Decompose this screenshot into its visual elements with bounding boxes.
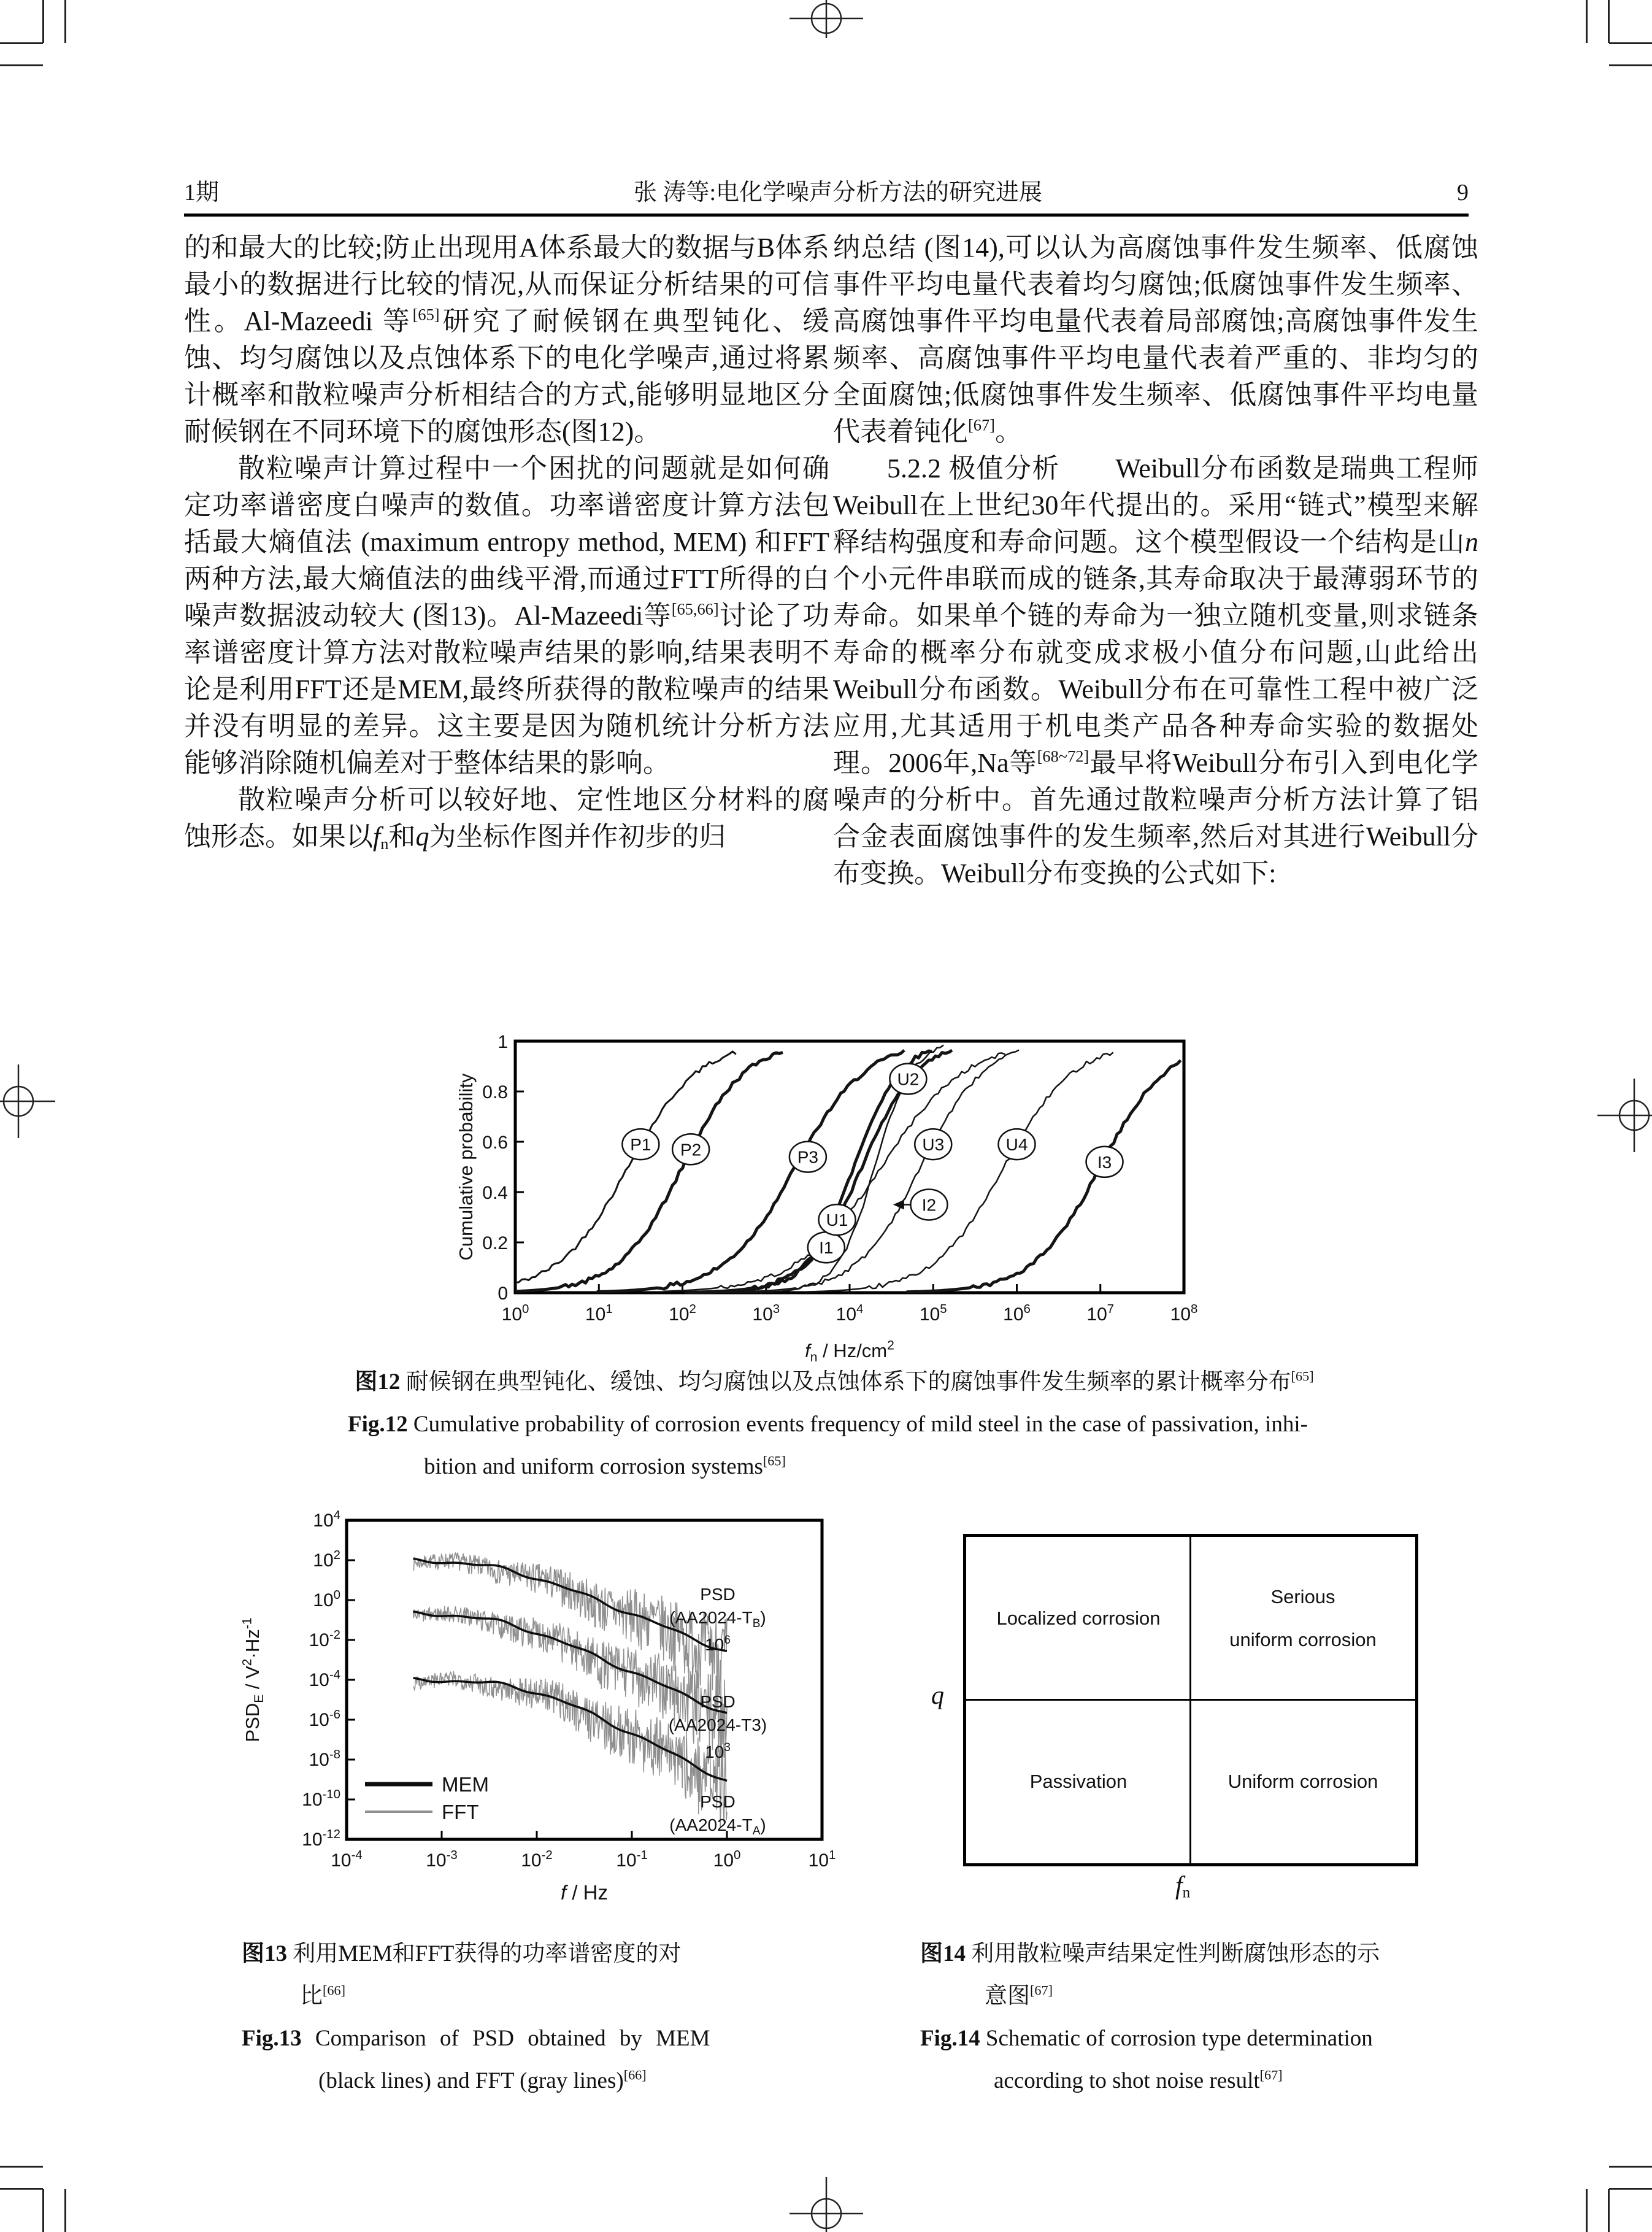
body-paragraph: 纳总结 (图14),可以认为高腐蚀事件发生频率、低腐蚀事件平均电量代表着均匀腐蚀;低腐蚀事件发生频率、高腐蚀事件平均电量代表着局部腐蚀;高腐蚀事件发生频率、高腐蚀事件平均电量代表着严重的、非均匀的全面腐蚀;低腐蚀事件发生频率、低腐蚀事件平均电量代表着钝化[67]。 — [833, 233, 1478, 447]
fig12-curve-U3 — [731, 1050, 1019, 1291]
svg-text:10-1: $10^{-1}$ — [616, 1849, 648, 1871]
svg-text:104: $10^4$ — [836, 1303, 864, 1325]
svg-text:P3: P3 — [797, 1147, 818, 1167]
header-rule — [184, 214, 1469, 217]
fig12-plot — [455, 1032, 1197, 1364]
svg-text:(AA2024-T3): (AA2024-T3) — [668, 1715, 767, 1734]
svg-text:10-12: $10^{-12}$ — [302, 1828, 340, 1850]
svg-text:U4: U4 — [1005, 1135, 1028, 1155]
fig14-caption-zh-line1: 图14 利用散粒噪声结果定性判断腐蚀形态的示 — [920, 1941, 1380, 1966]
fig13-y-axis-label: $PSD_E / V^2\cdot Hz^{-1}$ — [240, 1617, 266, 1742]
fig13-caption — [242, 1933, 886, 2102]
fig14-caption — [920, 1933, 1534, 2102]
fig13-psd-chart — [233, 1496, 896, 1901]
fig13-caption-zh-line2: 比[66] — [300, 1982, 345, 2009]
fig13-plot — [240, 1509, 836, 1901]
svg-text:0: 0 — [498, 1283, 508, 1304]
fig14-caption-en-line2: according to shot noise result[67] — [994, 2067, 1283, 2093]
fig14-quadrant-diagram — [963, 1534, 1418, 1866]
svg-text:U3: U3 — [922, 1135, 945, 1155]
svg-text:0.8: 0.8 — [482, 1082, 508, 1103]
right-column — [833, 229, 1478, 892]
fig12-curve-labels — [622, 1064, 1123, 1263]
svg-text:P2: P2 — [680, 1140, 702, 1160]
page-header — [184, 173, 1469, 207]
fig13-x-axis-label: f / Hz — [560, 1881, 609, 1901]
svg-text:(AA2024-TA): $(AA2024-T_A)$ — [669, 1815, 766, 1838]
body-paragraph: 散粒噪声计算过程中一个困扰的问题就是如何确定功率谱密度白噪声的数值。功率谱密度计算方法包括最大熵值法 (maximum entropy method, MEM) 和FFT两种方法,最大熵值法的曲线平滑,而通过FTT所得的白噪声数据波动较大 (图13)。Al-Mazeedi等[65,66]讨论了功率谱密度计算方法对散粒噪声结果的影响,结果表明不论是利用FFT还是MEM,最终所获得的散粒噪声的结果并没有明显的差异。这主要是因为随机统计分析方法能够消除随机偏差对于整体结果的影响。 — [184, 453, 830, 778]
svg-text:10-2: $10^{-2}$ — [521, 1849, 553, 1871]
svg-text:100: $10^0$ — [501, 1303, 529, 1325]
fig14-quadrant-uniform-corrosion: Uniform corrosion — [1227, 1771, 1378, 1792]
label-line: uniform corrosion — [1229, 1629, 1377, 1650]
svg-text:P1: P1 — [630, 1135, 651, 1155]
fig13-caption-en-line1: Fig.13 Comparison of PSD obtained by MEM — [242, 2026, 710, 2051]
svg-text:104: $10^4$ — [313, 1509, 340, 1531]
svg-text:103: $10^3$ — [752, 1303, 780, 1325]
fig14-y-axis-label: q — [931, 1682, 944, 1710]
svg-text:10-8: $10^{-8}$ — [309, 1748, 340, 1770]
svg-text:PSD: PSD — [700, 1585, 736, 1604]
svg-text:U1: U1 — [826, 1210, 848, 1230]
fig12-curve-P3 — [597, 1050, 904, 1292]
svg-text:U2: U2 — [897, 1069, 920, 1089]
svg-text:0.4: 0.4 — [482, 1183, 508, 1203]
fig12-curve-P2 — [515, 1052, 783, 1291]
svg-text:0.6: 0.6 — [482, 1133, 508, 1153]
fig12-caption-zh: 图12 耐候钢在典型钝化、缓蚀、均匀腐蚀以及点蚀体系下的腐蚀事件发生频率的累计概率分布[65] — [355, 1368, 1314, 1395]
fig14-caption-zh-line2: 意图[67] — [985, 1982, 1053, 2009]
fig12-cumulative-probability-chart — [454, 1026, 1227, 1369]
journal-issue: 1期 — [184, 180, 220, 206]
body-paragraph: 散粒噪声分析可以较好地、定性地区分材料的腐蚀形态。如果以$f_n$和q为坐标作图并作初步的归 — [184, 785, 829, 853]
svg-text:MEM: MEM — [442, 1773, 489, 1796]
svg-text:100: $10^0$ — [313, 1588, 340, 1611]
fig12-y-axis-label: Cumulative probability — [455, 1073, 477, 1261]
svg-text:10-3: $10^{-3}$ — [426, 1849, 458, 1871]
svg-text:103: $10^3$ — [705, 1741, 731, 1761]
fig12-caption-en-line2: bition and uniform corrosion systems[65] — [424, 1453, 786, 1479]
svg-text:(AA2024-TB): $(AA2024-T_B)$ — [669, 1608, 766, 1631]
svg-text:I3: I3 — [1097, 1152, 1112, 1172]
fig12-axes — [455, 1032, 1197, 1364]
fig12-caption — [340, 1361, 1328, 1488]
svg-text:0.2: 0.2 — [482, 1233, 508, 1253]
svg-text:10-6: $10^{-6}$ — [309, 1708, 340, 1730]
fig14-quadrant-passivation: Passivation — [1029, 1771, 1128, 1792]
svg-text:10-4: $10^{-4}$ — [331, 1849, 363, 1871]
fig14-quadrant-serious-uniform-corrosion — [1191, 1537, 1415, 1700]
fig12-curve-I3 — [907, 1060, 1181, 1292]
fig13-legend — [365, 1773, 489, 1823]
fig14-x-axis-label: $f_n$ — [1175, 1872, 1191, 1901]
body-paragraph: 的和最大的比较;防止出现用A体系最大的数据与B体系最小的数据进行比较的情况,从而保证分析结果的可信性。Al-Mazeedi 等[65]研究了耐候钢在典型钝化、缓蚀、均匀腐蚀以及点蚀体系下的电化学噪声,通过将累计概率和散粒噪声分析相结合的方式,能够明显地区分耐候钢在不同环境下的腐蚀形态(图12)。 — [184, 233, 829, 447]
svg-text:FFT: FFT — [442, 1801, 479, 1823]
svg-text:106: $10^6$ — [705, 1633, 731, 1654]
svg-text:102: $10^2$ — [669, 1303, 696, 1325]
fig14-caption-en-line1: Fig.14 Schematic of corrosion type determination — [920, 2026, 1373, 2051]
fig12-x-axis-label: $f_n / Hz/cm^2$ — [805, 1338, 894, 1364]
svg-text:101: $10^1$ — [585, 1303, 613, 1325]
svg-text:107: $10^7$ — [1086, 1303, 1115, 1325]
fig12-caption-en-line1: Fig.12 Cumulative probability of corrosion events frequency of mild steel in the case of passivation, inhi- — [348, 1412, 1308, 1437]
page-number: 9 — [1456, 180, 1469, 206]
fig14-quadrant-localized-corrosion: Localized corrosion — [996, 1607, 1161, 1629]
fig13-caption-en-line2: (black lines) and FFT (gray lines)[66] — [318, 2067, 647, 2093]
svg-text:10-2: $10^{-2}$ — [309, 1628, 340, 1650]
running-title: 张 涛等:电化学噪声分析方法的研究进展 — [633, 180, 1043, 206]
svg-text:102: $10^2$ — [313, 1549, 340, 1571]
svg-text:10-10: $10^{-10}$ — [302, 1788, 340, 1810]
svg-text:1: 1 — [498, 1032, 508, 1052]
svg-text:PSD: PSD — [700, 1692, 736, 1711]
svg-text:105: $10^5$ — [919, 1303, 947, 1325]
fig12-curves — [515, 1045, 1181, 1292]
fig13-caption-zh-line1: 图13 利用MEM和FFT获得的功率谱密度的对 — [242, 1941, 682, 1966]
left-column — [184, 229, 829, 855]
body-paragraph: 5.2.2 极值分析 Weibull分布函数是瑞典工程师Weibull在上世纪30年代提出的。采用“链式”模型来解释结构强度和寿命问题。这个模型假设一个结构是山n个小元件串联而成的链条,其寿命取决于最薄弱环节的寿命。如果单个链的寿命为一独立随机变量,则求链条寿命的概率分布就变成求极小值分布问题,山此给出Weibull分布函数。Weibull分布在可靠性工程中被广泛应用,尤其适用于机电类产品各种寿命实验的数据处理。2006年,Na等[68~72]最早将Weibull分布引入到电化学噪声的分析中。首先通过散粒噪声分析方法计算了铝合金表面腐蚀事件的发生频率,然后对其进行Weibull分布变换。Weibull分布变换的公式如下: — [833, 453, 1478, 888]
svg-text:101: $10^1$ — [808, 1849, 836, 1871]
svg-text:I1: I1 — [819, 1238, 834, 1258]
svg-text:PSD: PSD — [700, 1792, 736, 1811]
fig12-curve-P1 — [515, 1052, 736, 1282]
svg-text:I2: I2 — [921, 1195, 937, 1215]
svg-text:100: $10^0$ — [713, 1849, 741, 1871]
svg-text:10-4: $10^{-4}$ — [309, 1668, 340, 1690]
label-line: Serious — [1270, 1586, 1335, 1607]
svg-text:108: $10^8$ — [1170, 1303, 1198, 1325]
svg-text:106: $10^6$ — [1003, 1303, 1031, 1325]
